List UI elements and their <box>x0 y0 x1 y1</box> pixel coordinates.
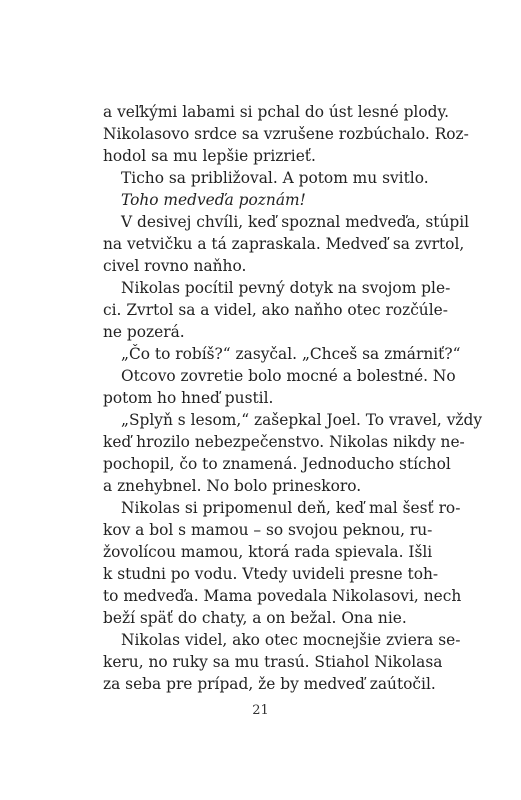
body-text <box>103 101 483 695</box>
paragraph <box>103 189 419 211</box>
text-line: „Čo to robíš?“ zasyčal. „Chceš sa zmárniť?“ <box>121 345 461 363</box>
text-line: beží späť do chaty, a on bežal. Ona nie. <box>103 609 407 627</box>
paragraph <box>103 167 429 189</box>
text-line: kov a bol s mamou – so svojou peknou, ru- <box>103 521 433 539</box>
paragraph <box>103 497 462 629</box>
paragraph <box>103 101 469 167</box>
text-line: za seba pre prípad, že by medveď zaútočil. <box>103 675 436 693</box>
paragraph <box>103 629 461 695</box>
text-line: k studni po vodu. Vtedy uvideli presne toh- <box>103 565 439 583</box>
text-line: „Splyň s lesom,“ zašepkal Joel. To vravel, vždy <box>121 411 483 429</box>
paragraph <box>103 211 470 277</box>
text-line: a veľkými labami si pchal do úst lesné plody. <box>103 103 450 121</box>
text-line: Ticho sa približoval. A potom mu svitlo. <box>121 169 429 187</box>
text-line: Nikolas pocítil pevný dotyk na svojom ple- <box>121 279 451 297</box>
paragraph <box>103 277 451 343</box>
text-line: V desivej chvíli, keď spoznal medveďa, stúpil <box>121 213 470 231</box>
text-line: Nikolas si pripomenul deň, keď mal šesť ro- <box>121 499 461 517</box>
text-line: žovolícou mamou, ktorá rada spievala. Išli <box>103 543 433 561</box>
page-number: 21 <box>252 703 269 718</box>
text-line: Otcovo zovretie bolo mocné a bolestné. No <box>121 367 456 385</box>
text-line: ci. Zvrtol sa a videl, ako naňho otec rozčúle- <box>103 301 448 319</box>
text-line: Nikolas videl, ako otec mocnejšie zviera se- <box>121 631 461 649</box>
text-line: potom ho hneď pustil. <box>103 389 274 407</box>
text-line: keru, no ruky sa mu trasú. Stiahol Nikolasa <box>103 653 443 671</box>
text-line: to medveďa. Mama povedala Nikolasovi, nech <box>103 587 462 605</box>
text-line: pochopil, čo to znamená. Jednoducho stíchol <box>103 455 451 473</box>
paragraph <box>103 409 483 497</box>
text-line: keď hrozilo nebezpečenstvo. Nikolas nikdy ne- <box>103 433 465 451</box>
paragraph <box>103 343 461 365</box>
text-line: Nikolasovo srdce sa vzrušene rozbúchalo. Roz- <box>103 125 469 143</box>
text-line: Toho medveďa poznám! <box>121 191 306 209</box>
text-line: ne pozerá. <box>103 323 185 341</box>
paragraph <box>103 365 456 409</box>
text-line: hodol sa mu lepšie prizrieť. <box>103 147 316 165</box>
text-line: a znehybnel. No bolo prineskoro. <box>103 477 362 495</box>
text-line: na vetvičku a tá zapraskala. Medveď sa zvrtol, <box>103 235 465 253</box>
text-line: civel rovno naňho. <box>103 257 247 275</box>
